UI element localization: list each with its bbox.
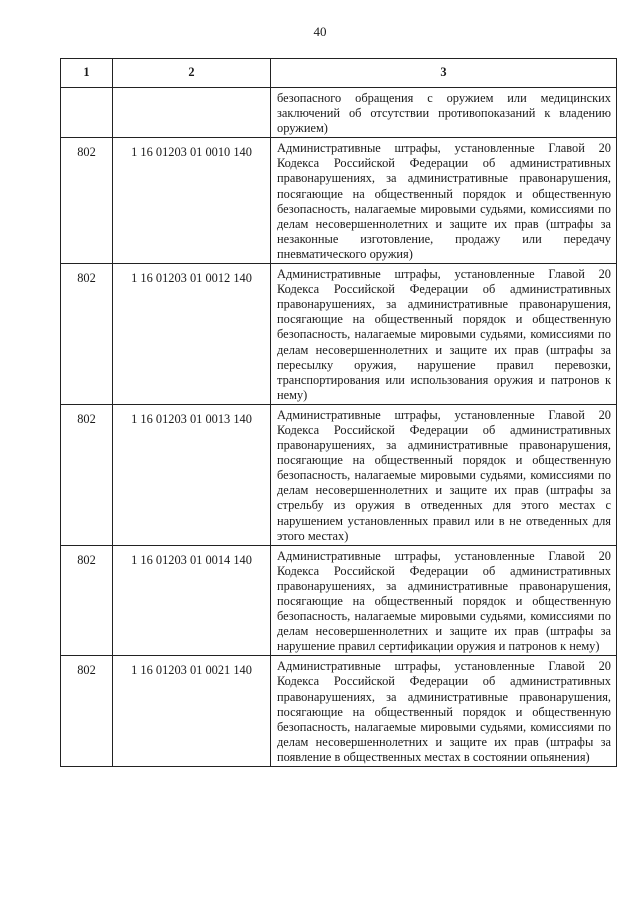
kbk-cell: 1 16 01203 01 0010 140 bbox=[113, 138, 271, 264]
table-row bbox=[61, 545, 617, 656]
kbk-cell bbox=[113, 88, 271, 138]
table-row bbox=[61, 404, 617, 545]
table-header-row bbox=[61, 59, 617, 88]
description-cell: Административные штрафы, установленные Главой 20 Кодекса Российской Федерации об административных правонарушениях, за административные правонарушения, посягающие на общественный порядок и общественную безопасность, налагаемые мировыми судьями, комиссиями по делам несовершеннолетних и защите их прав (штрафы за пересылку оружия, нарушение правил перевозки, транспортирования или использования оружия и патронов к нему) bbox=[271, 264, 617, 405]
admin-code-cell: 802 bbox=[61, 404, 113, 545]
admin-code-cell: 802 bbox=[61, 138, 113, 264]
column-header-3: 3 bbox=[271, 59, 617, 88]
description-cell: Административные штрафы, установленные Главой 20 Кодекса Российской Федерации об административных правонарушениях, за административные правонарушения, посягающие на общественный порядок и общественную безопасность, налагаемые мировыми судьями, комиссиями по делам несовершеннолетних и защите их прав (штрафы за незаконные изготовление, продажу или передачу пневматического оружия) bbox=[271, 138, 617, 264]
admin-code-cell: 802 bbox=[61, 545, 113, 656]
description-cell: Административные штрафы, установленные Главой 20 Кодекса Российской Федерации об административных правонарушениях, за административные правонарушения, посягающие на общественный порядок и общественную безопасность, налагаемые мировыми судьями, комиссиями по делам несовершеннолетних и защите их прав (штрафы за появление в общественных местах в состоянии опьянения) bbox=[271, 656, 617, 767]
table-row bbox=[61, 138, 617, 264]
description-cell: Административные штрафы, установленные Главой 20 Кодекса Российской Федерации об административных правонарушениях, за административные правонарушения, посягающие на общественный порядок и общественную безопасность, налагаемые мировыми судьями, комиссиями по делам несовершеннолетних и защите их прав (штрафы за стрельбу из оружия в отведенных для этого местах с нарушением установленных правил или в не отведенных для этого местах) bbox=[271, 404, 617, 545]
description-cell: Административные штрафы, установленные Главой 20 Кодекса Российской Федерации об административных правонарушениях, за административные правонарушения, посягающие на общественный порядок и общественную безопасность, налагаемые мировыми судьями, комиссиями по делам несовершеннолетних и защите их прав (штрафы за нарушение правил сертификации оружия и патронов к нему) bbox=[271, 545, 617, 656]
page-number: 40 bbox=[313, 24, 327, 39]
kbk-cell: 1 16 01203 01 0021 140 bbox=[113, 656, 271, 767]
description-cell: безопасного обращения с оружием или медицинских заключений об отсутствии противопоказаний к владению оружием) bbox=[271, 88, 617, 138]
table-row bbox=[61, 656, 617, 767]
table-row-continuation bbox=[61, 88, 617, 138]
admin-code-cell: 802 bbox=[61, 264, 113, 405]
column-header-2: 2 bbox=[113, 59, 271, 88]
column-header-1: 1 bbox=[61, 59, 113, 88]
kbk-cell: 1 16 01203 01 0014 140 bbox=[113, 545, 271, 656]
kbk-cell: 1 16 01203 01 0012 140 bbox=[113, 264, 271, 405]
budget-codes-table bbox=[60, 58, 617, 767]
admin-code-cell: 802 bbox=[61, 656, 113, 767]
kbk-cell: 1 16 01203 01 0013 140 bbox=[113, 404, 271, 545]
admin-code-cell bbox=[61, 88, 113, 138]
table-row bbox=[61, 264, 617, 405]
